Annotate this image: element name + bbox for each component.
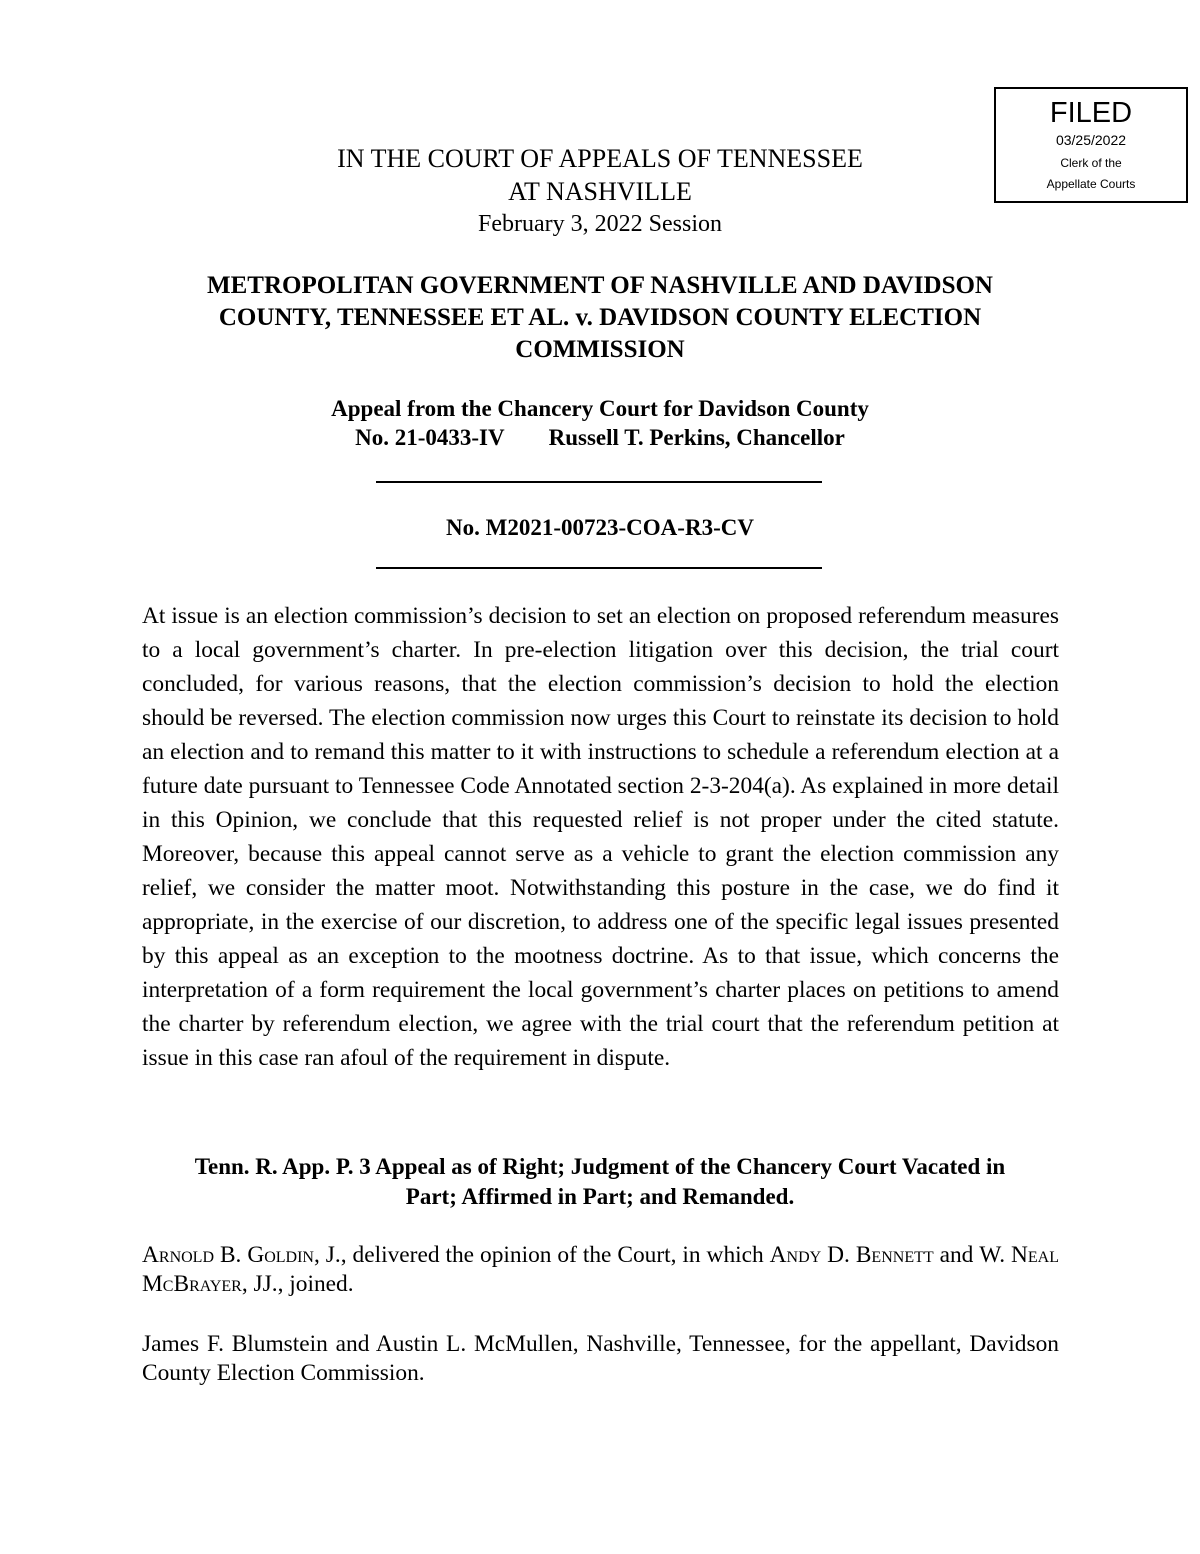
disposition-line2: Part; Affirmed in Part; and Remanded. xyxy=(405,1184,795,1209)
appeal-from-details xyxy=(0,423,1200,452)
case-title xyxy=(140,270,1060,366)
opinion-attribution xyxy=(142,1241,1059,1299)
case-title-line2: COUNTY, TENNESSEE ET AL. v. DAVIDSON COUNTY ELECTION xyxy=(218,304,982,331)
divider-bottom xyxy=(376,567,822,569)
case-title-line1: METROPOLITAN GOVERNMENT OF NASHVILLE AND DAVIDSON xyxy=(207,272,993,299)
joining-judge-1: Andy D. Bennett xyxy=(769,1242,934,1268)
disposition-line1: Tenn. R. App. P. 3 Appeal as of Right; Judgment of the Chancery Court Vacated in xyxy=(194,1154,1006,1179)
court-header xyxy=(0,142,1200,241)
disposition xyxy=(140,1152,1060,1212)
counsel-appellant: James F. Blumstein and Austin L. McMullen, Nashville, Tennessee, for the appellant, Davidson County Election Commission. xyxy=(142,1331,1059,1386)
trial-court-number: No. 21-0433-IV xyxy=(355,425,505,450)
case-title-line3: COMMISSION xyxy=(515,336,685,363)
trial-judge: Russell T. Perkins, Chancellor xyxy=(548,425,845,450)
opinion-text-2: and xyxy=(933,1242,980,1268)
abstract-paragraph: At issue is an election commission’s decision to set an election on proposed referendum measures to a local government’s charter. In pre-election litigation over this decision, the trial court concluded, for various reasons, that the election commission’s decision to hold the election should be reversed. The election commission now urges this Court to reinstate its decision to hold an election and to remand this matter to it with instructions to schedule a referendum election at a future date pursuant to Tennessee Code Annotated section 2-3-204(a). As explained in more detail in this Opinion, we conclude that this requested relief is not proper under the cited statute. Moreover, because this appeal cannot serve as a vehicle to grant the election commission any relief, we consider the matter moot. Notwithstanding this posture in the case, we do find it appropriate, in the exercise of our discretion, to address one of the specific legal issues presented by this appeal as an exception to the mootness doctrine. As to that issue, which concerns the interpretation of a form requirement the local government’s charter places on petitions to amend the charter by referendum election, we agree with the trial court that the referendum petition at issue in this case ran afoul of the requirement in dispute. xyxy=(142,603,1059,1071)
author-judge: Arnold B. Goldin, J. xyxy=(142,1242,341,1268)
court-session: February 3, 2022 Session xyxy=(478,211,722,237)
opinion-text-3: , JJ., joined. xyxy=(241,1271,354,1297)
docket-number: No. M2021-00723-COA-R3-CV xyxy=(446,515,754,540)
filed-stamp-clerk-line1: Clerk of the xyxy=(1060,156,1122,170)
divider-top xyxy=(376,481,822,483)
joining-judge-2: W. Neal McBrayer xyxy=(142,1242,1060,1297)
appeal-from xyxy=(0,394,1200,452)
filed-stamp-date: 03/25/2022 xyxy=(1055,132,1127,148)
filed-stamp-clerk-line2: Appellate Courts xyxy=(1046,177,1136,191)
court-name: IN THE COURT OF APPEALS OF TENNESSEE xyxy=(337,144,863,173)
filed-stamp-title: FILED xyxy=(1049,97,1133,129)
appeal-from-court: Appeal from the Chancery Court for Davidson County xyxy=(331,396,869,421)
court-location: AT NASHVILLE xyxy=(508,177,692,206)
opinion-text-1: , delivered the opinion of the Court, in which xyxy=(340,1242,770,1268)
